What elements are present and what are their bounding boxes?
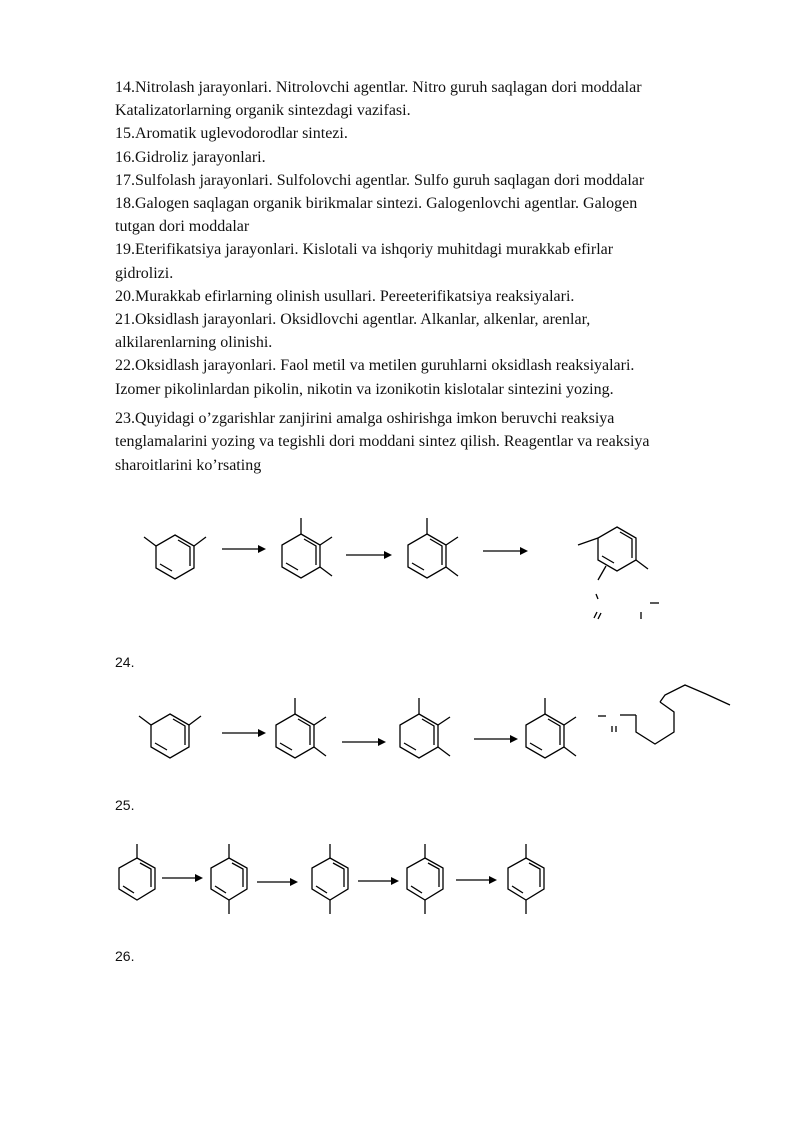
question-line: 20.Murakkab efirlarning olinish usullari. Pereeterifikatsiya reaksiyalari. xyxy=(115,287,575,305)
reaction-scheme-24 xyxy=(0,680,800,790)
benzene-ring-3 xyxy=(312,844,348,914)
fragment-marks xyxy=(594,594,659,619)
benzene-ring-4 xyxy=(526,698,576,758)
question-14 xyxy=(115,76,765,122)
reaction-scheme-23 xyxy=(0,500,800,635)
reaction-arrow xyxy=(456,876,497,884)
question-number-24: 24. xyxy=(115,654,135,670)
benzene-ring-2 xyxy=(282,518,332,578)
question-line: 15.Aromatik uglevodorodlar sintezi. xyxy=(115,125,348,143)
question-line: gidrolizi. xyxy=(115,264,174,282)
question-line: Katalizatorlarning organik sintezdagi vazifasi. xyxy=(115,102,411,120)
reaction-arrow xyxy=(358,877,399,885)
question-line: sharoitlarini ko’rsating xyxy=(115,456,262,474)
cyclohexane-fragment xyxy=(636,685,730,744)
benzene-ring-1 xyxy=(144,535,206,579)
question-21 xyxy=(115,308,765,354)
question-number-25: 25. xyxy=(115,797,135,813)
reaction-arrow xyxy=(483,547,528,555)
reaction-arrow xyxy=(222,545,266,553)
question-line: 21.Oksidlash jarayonlari. Oksidlovchi agentlar. Alkanlar, alkenlar, arenlar, xyxy=(115,311,591,329)
benzene-ring-3 xyxy=(408,518,458,578)
question-17 xyxy=(115,169,765,192)
question-19 xyxy=(115,238,765,284)
question-number-26: 26. xyxy=(115,948,135,964)
question-line: tenglamalarini yozing va tegishli dori moddani sintez qilish. Reagentlar va reaksiya xyxy=(115,433,650,451)
benzene-ring-1 xyxy=(119,844,155,900)
question-22 xyxy=(115,354,765,400)
question-23 xyxy=(115,407,765,478)
benzene-ring-1 xyxy=(139,714,201,758)
question-line: 16.Gidroliz jarayonlari. xyxy=(115,148,266,166)
question-line: 22.Oksidlash jarayonlari. Faol metil va metilen guruhlarni oksidlash reaksiyalari. xyxy=(115,357,635,375)
benzene-ring-2 xyxy=(211,844,247,914)
question-line: 19.Eterifikatsiya jarayonlari. Kislotali va ishqoriy muhitdagi murakkab efirlar xyxy=(115,241,614,259)
question-line: Izomer pikolinlardan pikolin, nikotin va izonikotin kislotalar sintezini yozing. xyxy=(115,380,614,398)
reaction-arrow xyxy=(222,729,266,737)
question-15 xyxy=(115,122,765,145)
question-list xyxy=(115,76,765,477)
question-line: alkilarenlarning olinishi. xyxy=(115,334,273,352)
reaction-scheme-25 xyxy=(0,838,800,923)
question-line: 17.Sulfolash jarayonlari. Sulfolovchi agentlar. Sulfo guruh saqlagan dori moddalar xyxy=(115,171,645,189)
question-18 xyxy=(115,192,765,238)
benzene-ring-3 xyxy=(400,698,450,758)
question-16 xyxy=(115,146,765,169)
benzene-ring-5 xyxy=(508,844,544,914)
benzene-ring-4 xyxy=(578,527,648,580)
fragment-marks xyxy=(598,715,636,732)
question-line: 23.Quyidagi o’zgarishlar zanjirini amalga oshirishga imkon beruvchi reaksiya xyxy=(115,409,615,427)
question-line: 14.Nitrolash jarayonlari. Nitrolovchi agentlar. Nitro guruh saqlagan dori moddalar xyxy=(115,79,642,96)
question-line: 18.Galogen saqlagan organik birikmalar sintezi. Galogenlovchi agentlar. Galogen xyxy=(115,195,638,213)
benzene-ring-4 xyxy=(407,844,443,914)
reaction-arrow xyxy=(257,878,298,886)
question-20 xyxy=(115,285,765,308)
benzene-ring-2 xyxy=(276,698,326,758)
reaction-arrow xyxy=(474,735,518,743)
reaction-arrow xyxy=(162,874,203,882)
question-line: tutgan dori moddalar xyxy=(115,218,250,236)
reaction-arrow xyxy=(342,738,386,746)
reaction-arrow xyxy=(346,551,392,559)
